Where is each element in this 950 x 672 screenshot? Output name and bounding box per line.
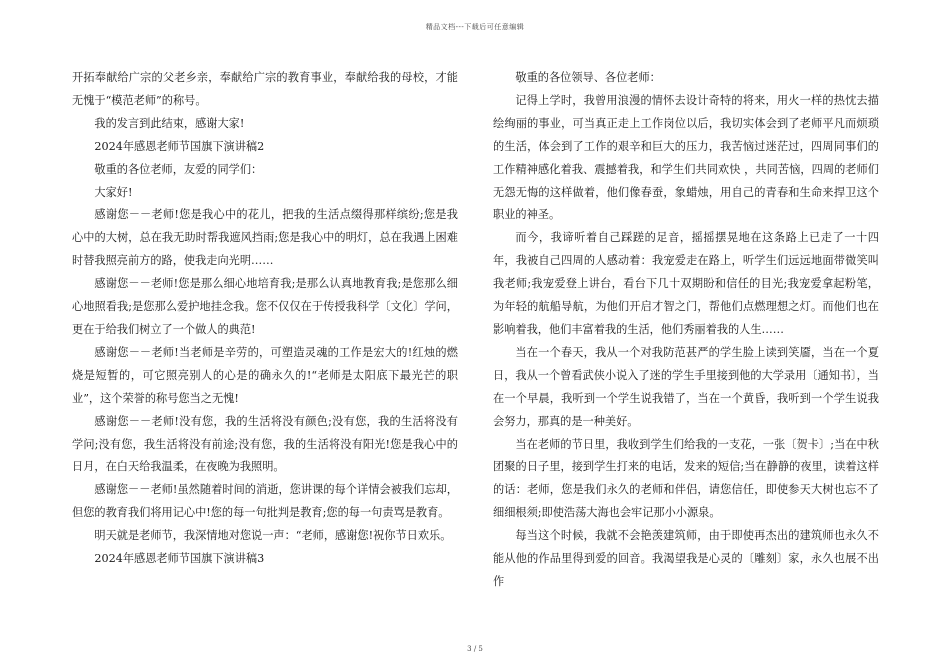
left-column — [72, 67, 458, 571]
paragraph: 我的发言到此结束，感谢大家! — [94, 116, 245, 130]
paragraph: 开拓奉献给广宗的父老乡亲，奉献给广宗的教育事业，奉献给我的母校，才能无愧于“模范老师”的称号。 — [72, 71, 458, 107]
paragraph: 感谢您－－老师!您是我心中的花儿，把我的生活点缀得那样缤纷;您是我心中的大树，总在我无助时帮我遮风挡雨;您是我心中的明灯，总在我遇上困难时替我照亮前方的路，使我走向光明…… — [72, 208, 458, 268]
paragraph: 记得上学时，我曾用浪漫的情怀去设计奇特的将来，用火一样的热忱去描绘绚丽的事业，可当真正走上工作岗位以后，我切实体会到了老师平凡而烦琐的生活，体会到了工作的艰辛和巨大的压力，我苦恼过迷茫过，四周同事们的工作精神感化着我、震撼着我，和学生们共同欢快 ，共同苦恼，四周的老师们无怨无悔的这样做着，他们像春蚕，象蜡烛，用自己的青春和生命来捍卫这个职业的神圣。 — [493, 93, 879, 222]
paragraph: 明天就是老师节，我深情地对您说一声：“老师，感谢您!祝你节日欢乐。 — [94, 529, 452, 543]
paragraph: 感谢您－－老师!虽然随着时间的消逝，您讲课的每个详情会被我们忘却，但您的教育我们将用记心中!您的每一句批判是教育;您的每一句责骂是教育。 — [72, 483, 458, 520]
paragraph: 当在老师的节日里，我收到学生们给我的一支花，一张〔贺卡〕;当在中秋团聚的日子里，接到学生打来的电话，发来的短信;当在静静的夜里，读着这样的话：老师，您是我们永久的老师和伴侣，请您信任，即使参天大树也忘不了细细根须;即使浩荡大海也会牢记那小小源泉。 — [493, 437, 879, 520]
salutation: 敬重的各位老师，友爱的同学们： — [94, 162, 263, 176]
paragraph: 当在一个春天，我从一个对我防范甚严的学生脸上读到笑靥，当在一个夏日，我从一个曾看武侠小说入了迷的学生手里接到他的大学录用〔通知书〕，当在一个早晨，我听到一个学生说我错了，当在一个黄昏，我听到一个学生说我会努力，那真的是一种美好。 — [493, 345, 879, 428]
salutation: 敬重的各位领导、各位老师： — [515, 71, 661, 84]
right-column — [493, 67, 879, 594]
page-header: 精品文档---下载后可任意编辑 — [425, 23, 525, 31]
greeting: 大家好! — [94, 185, 133, 199]
section-heading: 2024年感恩老师节国旗下演讲稿3 — [94, 552, 265, 566]
paragraph: 感谢您－－老师!当老师是辛劳的，可塑造灵魂的工作是宏大的!红烛的燃烧是短暂的，可它照亮别人的心是的确永久的!“老师是太阳底下最光芒的职业”，这个荣誉的称号您当之无愧! — [72, 345, 458, 405]
paragraph: 每当这个时候，我就不会艳羡建筑师，由于即使再杰出的建筑师也永久不能从他的作品里得到爱的回音。我渴望我是心灵的〔雕刻〕家，永久也展不出作 — [493, 529, 879, 588]
paragraph: 而今，我谛听着自己踩蹉的足音，摇摇摆晃地在这条路上已走了一十四年，我被自己四周的人感动着：我宠爱走在路上，听学生们远远地面带微笑叫我老师;我宠爱登上讲台，看台下几十双期盼和信任的目光;我宠爱拿起粉笔，为年轻的航船导航，为他们开启才智之门，帮他们点燃理想之灯。而他们也在影响着我，他们丰富着我的生活，他们秀丽着我的人生…… — [493, 231, 879, 336]
paragraph: 感谢您－－老师!您是那么细心地培育我;是那么认真地教育我;是您那么细心地照看我;是您那么爱护地挂念我。您不仅仅在于传授我科学〔文化〕学问，更在于给我们树立了一个做人的典范! — [72, 277, 458, 336]
paragraph: 感谢您－－老师!没有您，我的生活将没有颜色;没有您，我的生活将没有学问;没有您，我生活将没有前途;没有您，我的生活将没有阳光!您是我心中的日月，在白天给我温柔，在夜晚为我照明。 — [72, 414, 458, 474]
section-heading: 2024年感恩老师节国旗下演讲稿2 — [94, 139, 265, 153]
page-number: 3 / 5 — [467, 645, 483, 653]
